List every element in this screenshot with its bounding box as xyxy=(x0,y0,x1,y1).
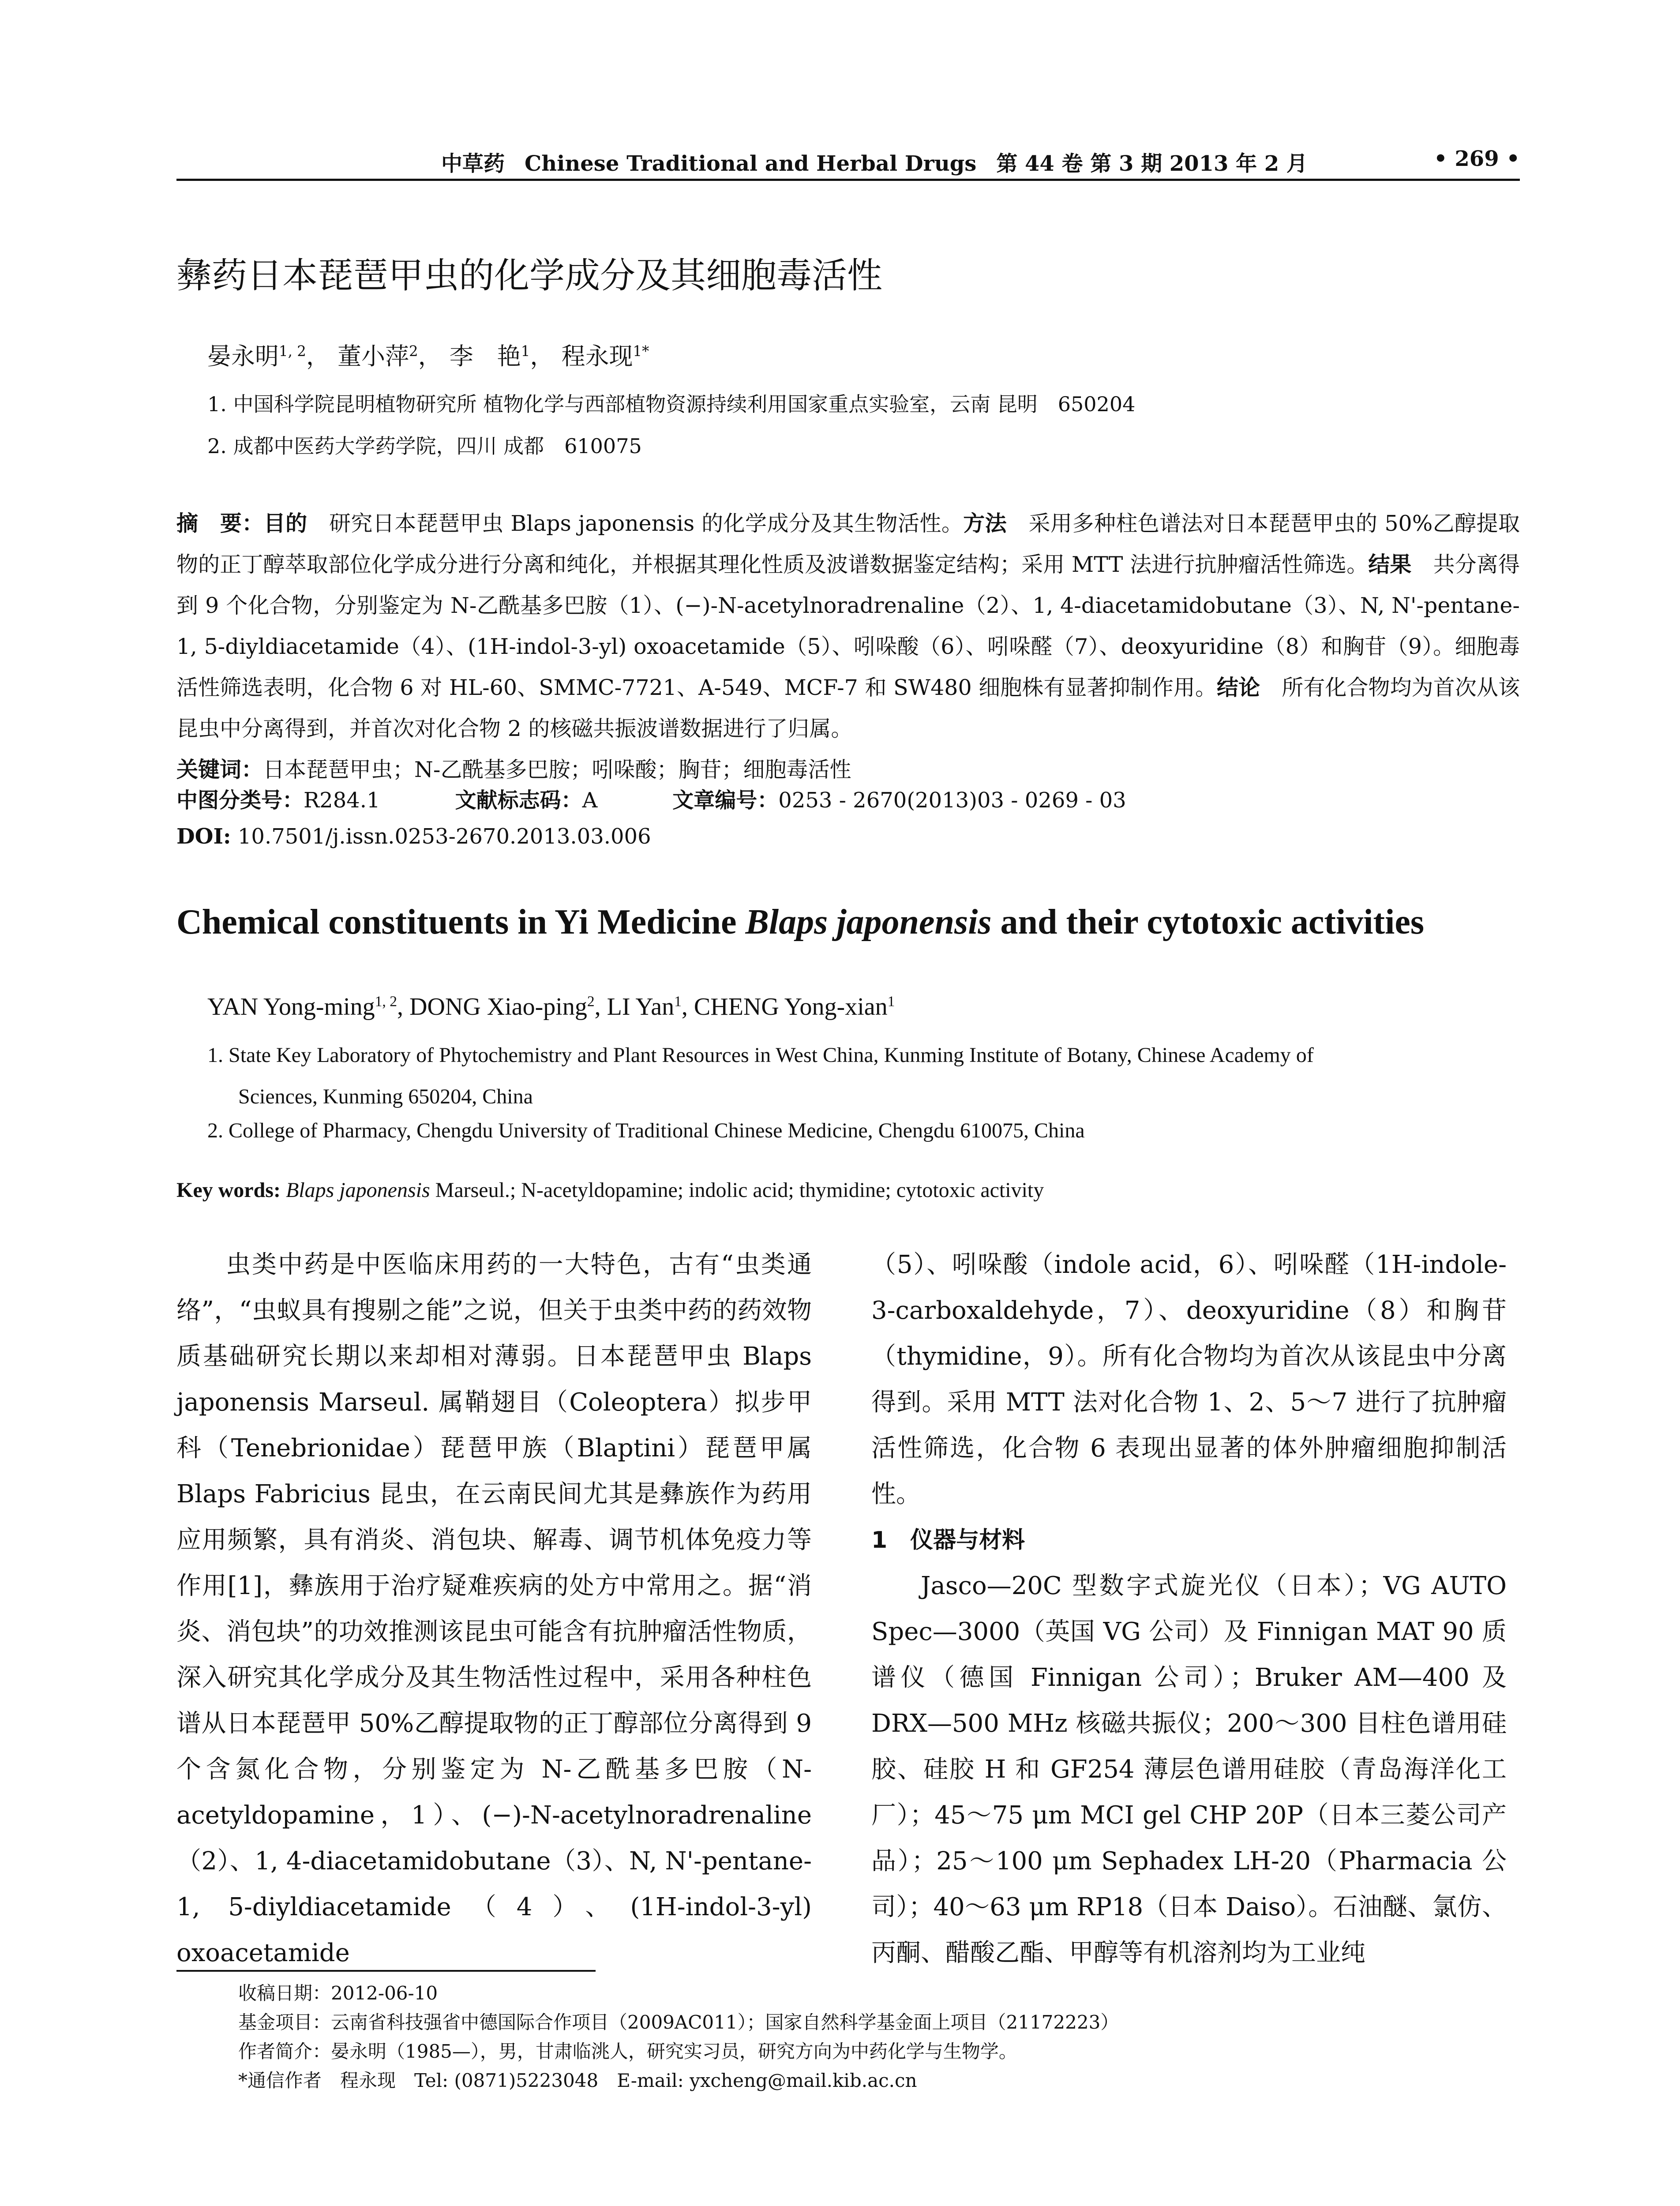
purpose-text: 研究日本琵琶甲虫 Blaps japonensis 的化学成分及其生物活性。 xyxy=(329,511,964,536)
article-title-cn: 彝药日本琵琶甲虫的化学成分及其细胞毒活性 xyxy=(176,255,882,296)
body-paragraph: （5）、吲哚酸（indole acid，6）、吲哚醛（1H-indole-3-carboxaldehyde，7）、deoxyuridine（8）和胸苷（thymidine，9）。所有化合物均为首次从该昆虫中分离得到。采用 MTT 法对化合物 1、2、5～7 进行了抗肿瘤活性筛选，化合物 6 表现出显著的体外肿瘤细胞抑制活性。 xyxy=(871,1250,1507,1508)
footnote-correspondence: *通信作者 程永现 Tel: (0871)5223048 E-mail: yxcheng@mail.kib.ac.cn xyxy=(238,2070,917,2091)
title-en-part: and their cytotoxic activities xyxy=(991,903,1425,942)
article-no-value: 0253 - 2670(2013)03 - 0269 - 03 xyxy=(778,788,1126,813)
footnote-received: 收稿日期：2012-06-10 xyxy=(238,1982,438,2004)
journal-header xyxy=(441,146,1308,177)
author-name-en: CHENG Yong-xian xyxy=(694,993,888,1020)
footnote-author-bio: 作者简介：晏永明（1985—），男，甘肃临洮人，研究实习员，研究方向为中药化学与生物学。 xyxy=(238,2041,1017,2062)
author-name: 晏永明 xyxy=(207,342,279,370)
doi-label: DOI: xyxy=(176,824,231,849)
keywords-cn-label: 关键词： xyxy=(176,757,263,782)
body-column-right xyxy=(871,1242,1507,1976)
keywords-en-label: Key words: xyxy=(176,1178,281,1202)
author-affil-sup: 1* xyxy=(633,343,649,360)
result-text: 共分离得到 9 个化合物，分别鉴定为 N-乙酰基多巴胺（1）、(−)-N-acetylnoradrenaline（2）、1, 4-diacetamidobutane（3）、N, N'-pentane-1, 5-diyldiacetamide（4）、(1H-indol-3-yl) oxoacetamide（5）、吲哚酸（6）、吲哚醛（7）、deoxyuridine（8）和胸苷（9）。细胞毒活性筛选表明，化合物 6 对 HL-60、SMMC-7721、A-549、MCF-7 和 SW480 细胞株有显著抑制作用。 xyxy=(176,552,1520,700)
doi-value: 10.7501/j.issn.0253-2670.2013.03.006 xyxy=(237,824,651,849)
author-name-en: DONG Xiao-ping xyxy=(409,993,587,1020)
conclusion-label: 结论 xyxy=(1217,675,1260,700)
journal-name-cn: 中草药 xyxy=(441,151,505,176)
author-affil-sup: 1 xyxy=(521,343,530,360)
abstract-cn xyxy=(176,503,1520,790)
keywords-en-text: Marseul.; N-acetyldopamine; indolic acid; thymidine; cytotoxic activity xyxy=(430,1178,1044,1202)
affiliation-en-1 xyxy=(207,1035,1522,1118)
title-en-species: Blaps japonensis xyxy=(745,903,992,942)
affiliation-cn-2: 2. 成都中医药大学药学院，四川 成都 610075 xyxy=(207,434,642,458)
doi-line xyxy=(176,824,651,849)
clc-label: 中图分类号： xyxy=(176,788,304,813)
affiliation-cn-1: 1. 中国科学院昆明植物研究所 植物化学与西部植物资源持续利用国家重点实验室，云南 昆明 650204 xyxy=(207,392,1136,416)
body-paragraph: 虫类中药是中医临床用药的一大特色，古有“虫类通络”，“虫蚁具有搜剔之能”之说，但关于虫类中药的药效物质基础研究长期以来却相对薄弱。日本琵琶甲虫 Blaps japonensis Marseul. 属鞘翅目（Coleoptera）拟步甲科（Tenebrionidae）琵琶甲族（Blaptini）琵琶甲属 Blaps Fabricius 昆虫，在云南民间尤其是彝族作为药用应用频繁，具有消炎、消包块、解毒、调节机体免疫力等作用[1]，彝族用于治疗疑难疾病的处方中常用之。据“消炎、消包块”的功效推测该昆虫可能含有抗肿瘤活性物质，深入研究其化学成分及其生物活性过程中，采用各种柱色谱从日本琵琶甲 50%乙醇提取物的正丁醇部位分离得到 9 个含氮化合物，分别鉴定为 N-乙酰基多巴胺（N-acetyldopamine，1）、(−)-N-acetylnoradrenaline（2）、1, 4-diacetamidobutane（3）、N, N'-pentane-1, 5-diyldiacetamide（4）、(1H-indol-3-yl) oxoacetamide xyxy=(176,1250,812,1967)
affiliation-en-1-line2: Sciences, Kunming 650204, China xyxy=(238,1085,533,1108)
keywords-cn-text: 日本琵琶甲虫；N-乙酰基多巴胺；吲哚酸；胸苷；细胞毒活性 xyxy=(263,757,851,782)
running-header xyxy=(176,137,1520,181)
affiliation-en-2: 2. College of Pharmacy, Chengdu University of Traditional Chinese Medicine, Chengdu 610075, China xyxy=(207,1119,1085,1142)
author-name-en: LI Yan xyxy=(607,993,675,1020)
author-list-cn: 晏永明$^{1, 2}$， 董小萍$^2$， 李 艳$^1$， 程永现$^{1*}$ xyxy=(207,342,649,370)
footnote-divider xyxy=(176,1970,596,1972)
body-column-left xyxy=(176,1242,812,1976)
result-label: 结果 xyxy=(1368,552,1412,577)
author-name: 李 艳 xyxy=(449,342,521,370)
abstract-label: 摘 要： xyxy=(176,511,264,536)
footnote-funding: 基金项目：云南省科技强省中德国际合作项目（2009AC011）；国家自然科学基金面上项目（21172223） xyxy=(238,2011,1119,2033)
article-title-en xyxy=(176,902,1520,942)
doc-code-value: A xyxy=(582,788,598,813)
author-list-en: YAN Yong-ming$^{1, 2}$, DONG Xiao-ping$^2$, LI Yan$^1$, CHENG Yong-xian$^1$ xyxy=(207,993,895,1020)
author-affil-sup: 1 xyxy=(887,993,895,1010)
footnotes xyxy=(238,1979,1518,2095)
method-label: 方法 xyxy=(963,511,1007,536)
author-affil-sup: 2 xyxy=(409,343,418,360)
affiliation-en-1-line1: 1. State Key Laboratory of Phytochemistry and Plant Resources in West China, Kunming Institute of Botany, Chinese Academy of xyxy=(207,1043,1314,1067)
author-affil-sup: 1, 2 xyxy=(375,993,398,1010)
article-no-label: 文章编号： xyxy=(672,788,779,813)
author-affil-sup: 1 xyxy=(674,993,682,1010)
doc-code-label: 文献标志码： xyxy=(455,788,582,813)
author-name: 董小萍 xyxy=(337,342,409,370)
author-affil-sup: 2 xyxy=(587,993,595,1010)
body-paragraph: Jasco—20C 型数字式旋光仪（日本）；VG AUTO Spec—3000（英国 VG 公司）及 Finnigan MAT 90 质谱仪（德国 Finnigan 公司）；Bruker AM—400 及 DRX—500 MHz 核磁共振仪；200～300 目柱色谱用硅胶、硅胶 H 和 GF254 薄层色谱用硅胶（青岛海洋化工厂）；45～75 μm MCI gel CHP 20P（日本三菱公司产品）；25～100 μm Sephadex LH-20（Pharmacia 公司）；40～63 μm RP18（日本 Daiso）。石油醚、氯仿、丙酮、醋酸乙酯、甲醇等有机溶剂均为工业纯 xyxy=(871,1572,1507,1967)
journal-name-en: Chinese Traditional and Herbal Drugs xyxy=(525,151,977,176)
method-text: 采用多种柱色谱法对日本琵琶甲虫的 50%乙醇提取物的正丁醇萃取部位化学成分进行分离和纯化，并根据其理化性质及波谱数据鉴定结构；采用 MTT 法进行抗肿瘤活性筛选。 xyxy=(176,511,1520,577)
page-number: • 269 • xyxy=(1434,146,1520,171)
author-affil-sup: 1, 2 xyxy=(279,343,306,360)
keywords-en xyxy=(176,1178,1520,1202)
conclusion-text: 所有化合物均为首次从该昆虫中分离得到，并首次对化合物 2 的核磁共振波谱数据进行了归属。 xyxy=(176,675,1520,741)
title-en-part: Chemical constituents in Yi Medicine xyxy=(176,903,746,942)
clc-value: R284.1 xyxy=(304,788,380,813)
author-name: 程永现 xyxy=(561,342,633,370)
keywords-en-species: Blaps japonensis xyxy=(285,1178,430,1202)
author-name-en: YAN Yong-ming xyxy=(207,993,375,1020)
journal-issue: 第 44 卷 第 3 期 2013 年 2 月 xyxy=(996,151,1308,176)
classification-line xyxy=(176,783,1520,814)
section-heading: 1 仪器与材料 xyxy=(871,1527,1025,1553)
purpose-label: 目的 xyxy=(263,511,308,536)
